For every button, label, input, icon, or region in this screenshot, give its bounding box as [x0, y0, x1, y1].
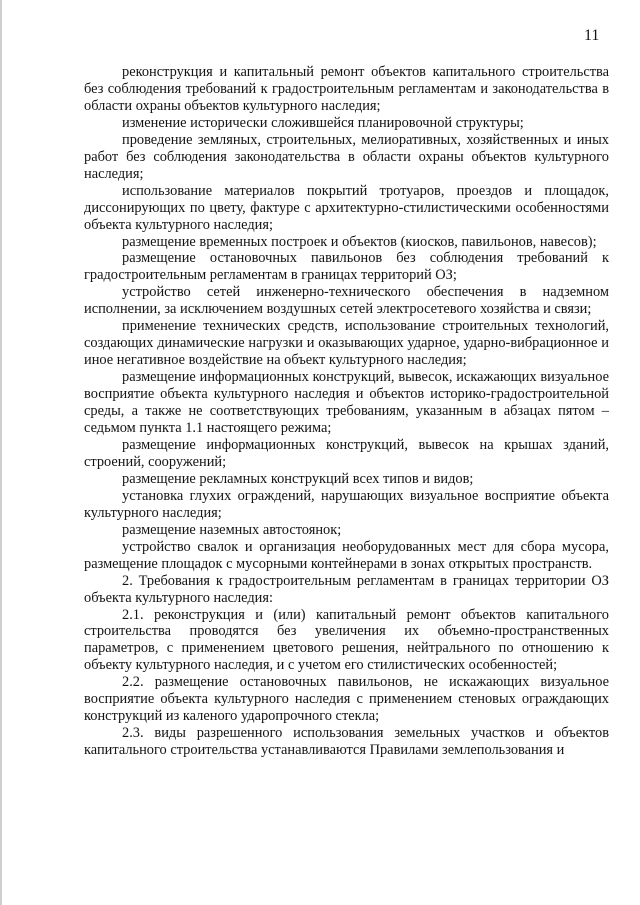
paragraph: размещение остановочных павильонов без соблюдения требований к градостроительным регламентам в границах территорий ОЗ; — [84, 250, 609, 284]
section-heading-paragraph: 2. Требования к градостроительным регламентам в границах территории ОЗ объекта культурного наследия: — [84, 572, 609, 606]
paragraph: изменение исторически сложившейся планировочной структуры; — [122, 114, 524, 131]
paragraph: размещение временных построек и объектов (киосков, павильонов, навесов); — [122, 233, 597, 250]
paragraph: использование материалов покрытий тротуаров, проездов и площадок, диссонирующих по цвету, фактуре с архитектурно-стилистическими особенностями объекта культурного наследия; — [84, 182, 609, 233]
paragraph: размещение информационных конструкций, вывесок, искажающих визуальное восприятие объекта культурного наследия и объектов историко-градостроительной среды, а также не соответствующих требованиям, указанным в абзацах пятом – седьмом пункта 1.1 настоящего режима; — [84, 369, 609, 437]
paragraph: устройство свалок и организация необорудованных мест для сбора мусора, размещение площадок с мусорными контейнерами в зонах открытых пространств. — [84, 538, 609, 572]
paragraph: 2.1. реконструкция и (или) капитальный ремонт объектов капитального строительства проводятся без увеличения их объемно-пространственных параметров, с применением цветового решения, нейтрального по отношению к объекту культурного наследия, и с учетом его стилистических особенностей; — [84, 606, 609, 674]
paragraph: устройство сетей инженерно-технического обеспечения в надземном исполнении, за исключением воздушных сетей электросетевого хозяйства и связи; — [84, 284, 609, 318]
paragraph: размещение рекламных конструкций всех типов и видов; — [122, 470, 474, 487]
page-number: 11 — [584, 27, 600, 44]
paragraph: размещение информационных конструкций, вывесок на крышах зданий, строений, сооружений; — [84, 436, 609, 470]
paragraph: применение технических средств, использование строительных технологий, создающих динамические нагрузки и оказывающих ударное, ударно-вибрационное и иное негативное воздействие на объект культурного наследия; — [84, 318, 609, 369]
paragraph: установка глухих ограждений, нарушающих визуальное восприятие объекта культурного наследия; — [84, 487, 609, 521]
paragraph: размещение наземных автостоянок; — [122, 521, 342, 538]
paragraph: реконструкция и капитальный ремонт объектов капитального строительства без соблюдения требований к градостроительным регламентам и законодательства в области охраны объектов культурного наследия; — [84, 64, 609, 114]
paragraph: проведение земляных, строительных, мелиоративных, хозяйственных и иных работ без соблюдения законодательства в области охраны объектов культурного наследия; — [84, 131, 609, 182]
paragraph: 2.2. размещение остановочных павильонов, не искажающих визуальное восприятие объекта культурного наследия с применением стеновых ограждающих конструкций из каленого ударопрочного стекла; — [84, 674, 609, 725]
paragraph: 2.3. виды разрешенного использования земельных участков и объектов капитального строительства устанавливаются Правилами землепользования и — [84, 725, 609, 759]
document-body — [84, 64, 609, 759]
page-edge-shadow — [0, 0, 2, 905]
